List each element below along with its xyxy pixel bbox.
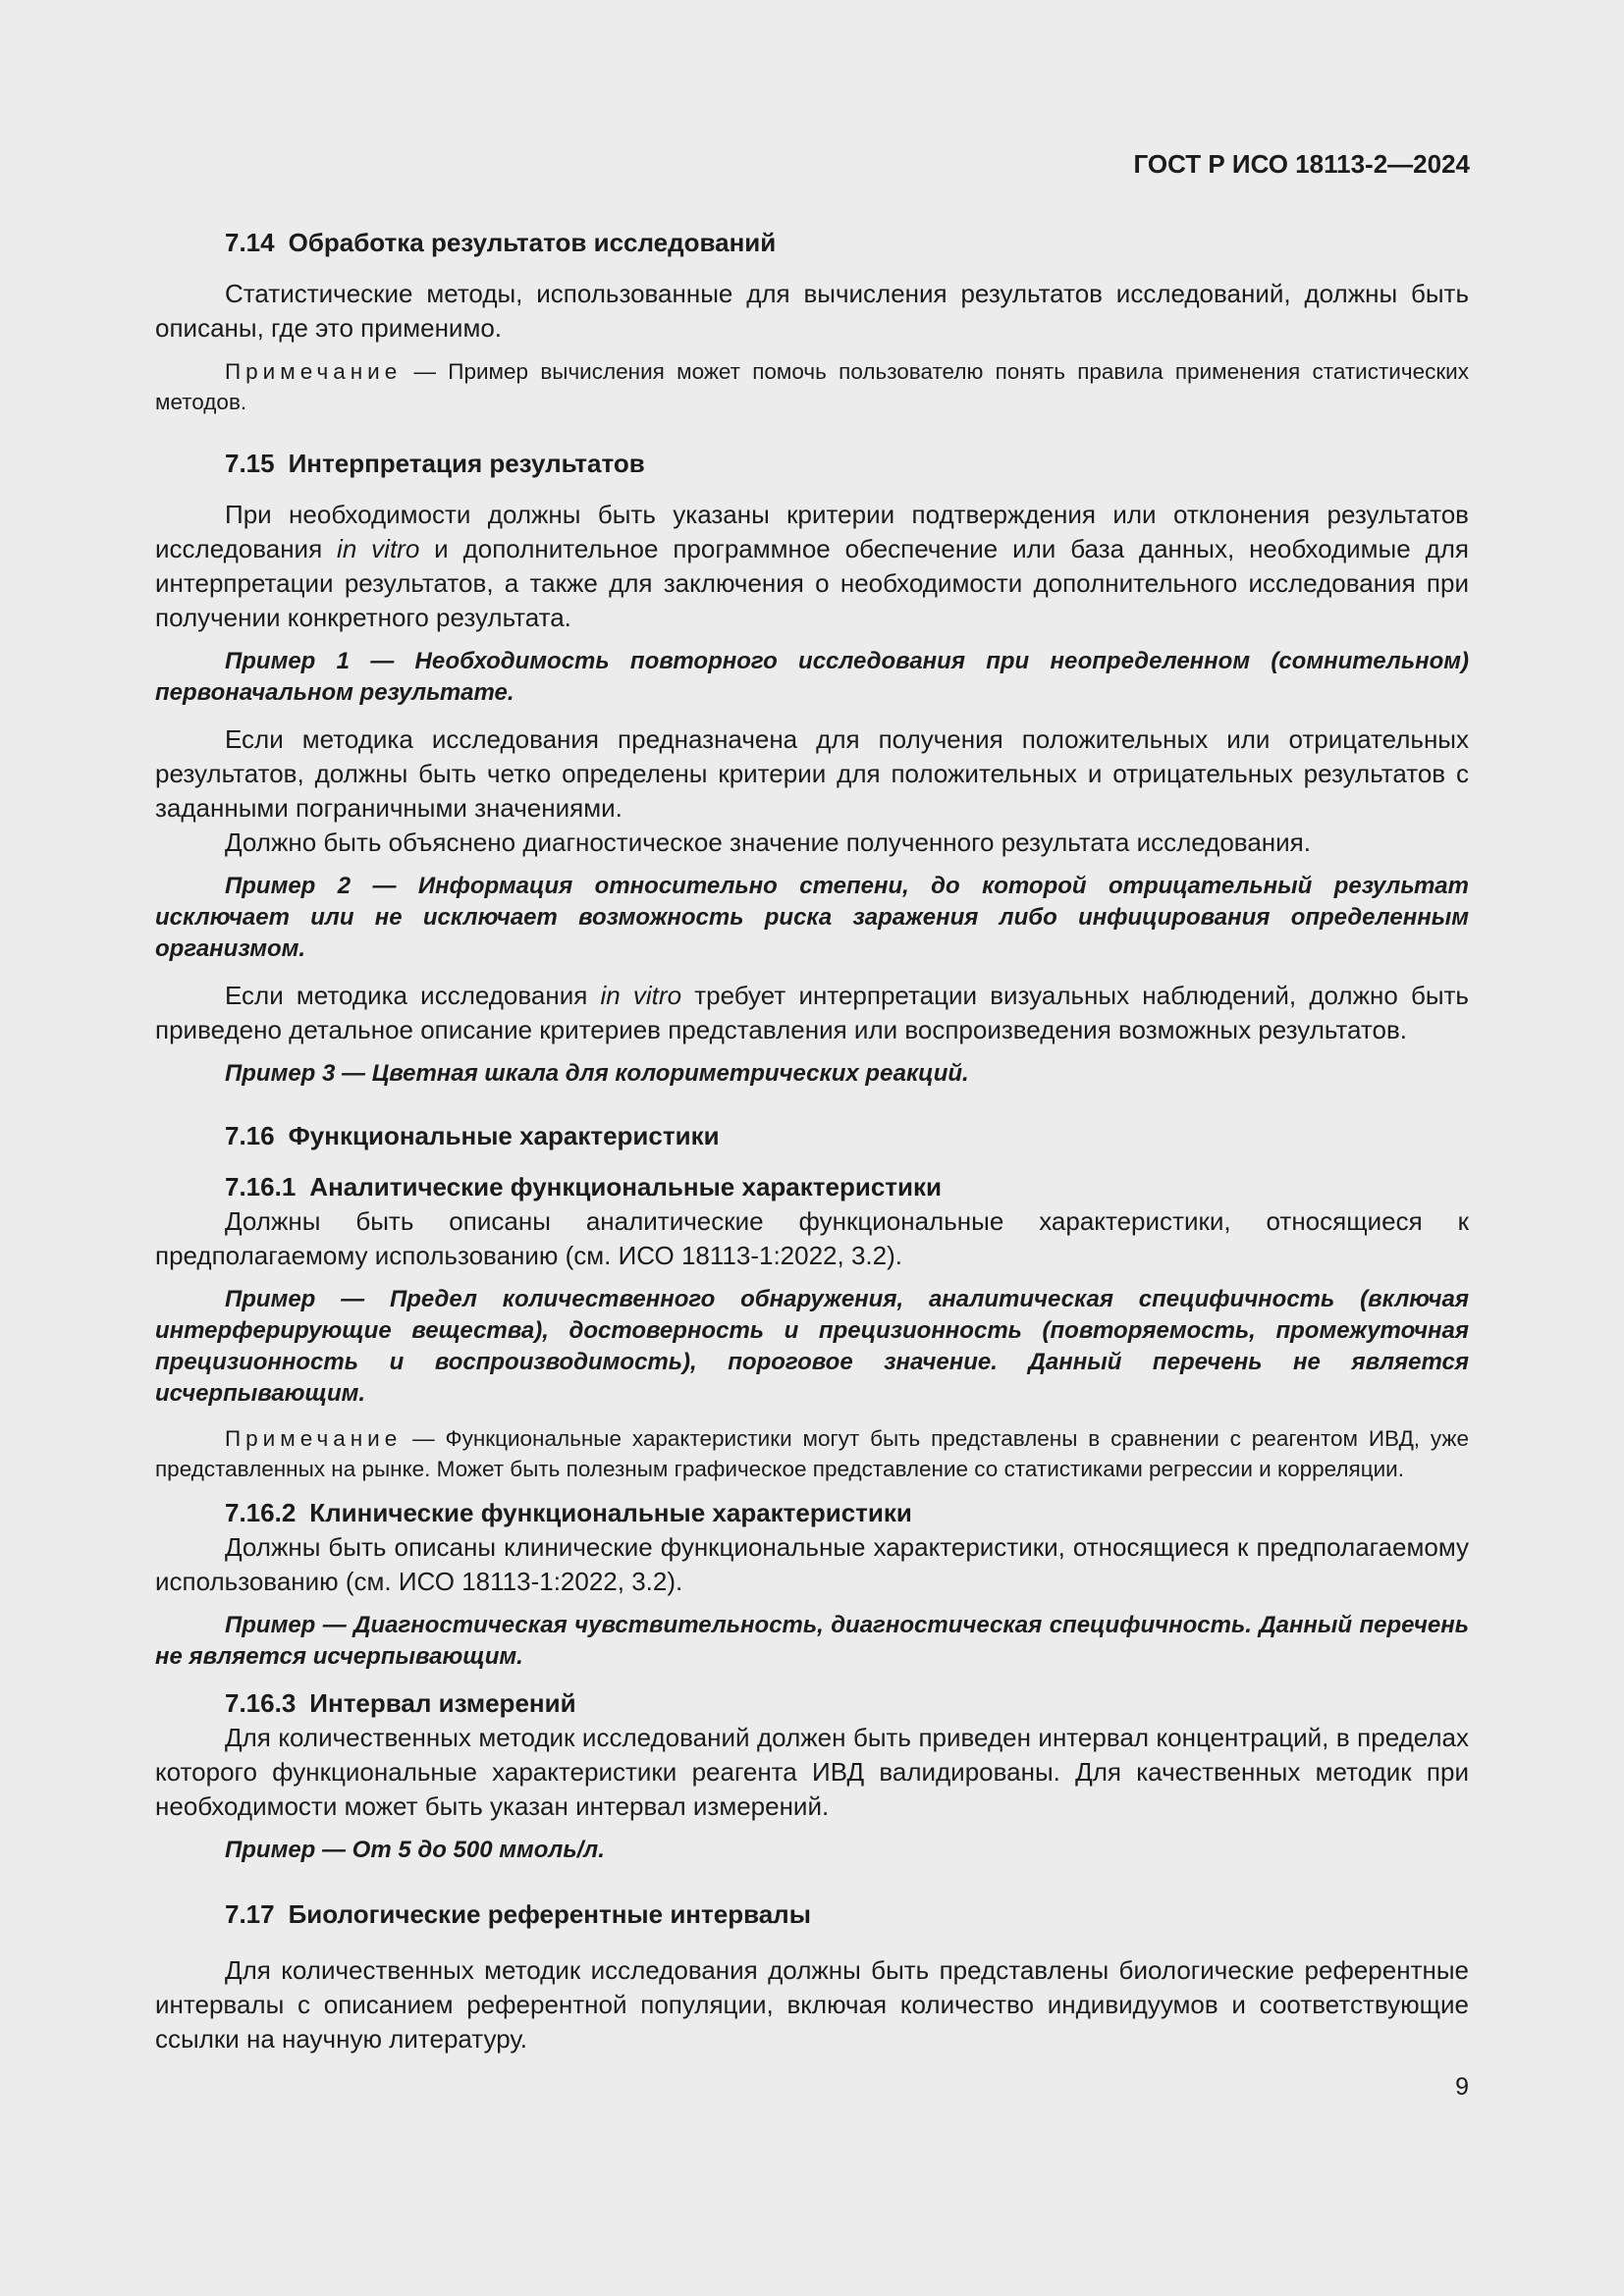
page-number: 9 <box>1455 2073 1469 2101</box>
document-code: ГОСТ Р ИСО 18113-2—2024 <box>1133 149 1470 179</box>
example: Пример 3 — Цветная шкала для колориметрических реакций. <box>225 1060 969 1087</box>
note <box>155 1423 1469 1484</box>
section-title: Биологические референтные интервалы <box>288 1899 811 1929</box>
paragraph: Статистические методы, использованные для вычисления результатов исследований, должны быть описаны, где это применимо. <box>155 279 1469 343</box>
subsection-heading-7-16-3 <box>155 1686 1469 1721</box>
section-title: Функциональные характеристики <box>288 1121 720 1150</box>
page-content <box>155 226 1469 2067</box>
example: Пример 2 — Информация относительно степени, до которой отрицательный результат исключает или не исключает возможность риска заражения либо инфицирования определенным организмом. <box>155 873 1469 962</box>
note-label: Примечание <box>225 359 403 384</box>
section-heading-7-17 <box>155 1897 1469 1932</box>
paragraph <box>155 979 1469 1047</box>
section-heading-7-16 <box>155 1119 1469 1153</box>
note <box>155 356 1469 417</box>
subsection-number: 7.16.1 <box>225 1172 297 1201</box>
italic-term: in vitro <box>337 534 420 563</box>
example: Пример 1 — Необходимость повторного исследования при неопределенном (сомнительном) первоначальном результате. <box>155 648 1469 706</box>
section-number: 7.17 <box>225 1899 275 1929</box>
subsection-heading-7-16-2 <box>155 1496 1469 1530</box>
section-number: 7.14 <box>225 228 275 257</box>
italic-term: in vitro <box>600 981 682 1010</box>
text-run: и дополнительное программное обеспечение или база данных, необходимые для интерпретации результатов, а также для заключения о необходимости дополнительного исследования при получении конкретного результата. <box>155 534 1469 632</box>
section-title: Обработка результатов исследований <box>288 228 777 257</box>
paragraph: Для количественных методик исследования должны быть представлены биологические референтные интервалы с описанием референтной популяции, включая количество индивидуумов и соответствующие ссылки на научную литературу. <box>155 1955 1469 2054</box>
text-run: требует интерпретации визуальных наблюдений, должно быть приведено детальное описание критериев представления или воспроизведения возможных результатов. <box>155 981 1469 1044</box>
example: Пример — От 5 до 500 ммоль/л. <box>225 1837 605 1863</box>
text-run: Если методика исследования <box>225 981 601 1010</box>
paragraph: Если методика исследования предназначена для получения положительных или отрицательных результатов, должны быть четко определены критерии для положительных и отрицательных результатов с заданными пограничными значениями. <box>155 724 1469 823</box>
paragraph: Должно быть объяснено диагностическое значение полученного результата исследования. <box>225 828 1311 857</box>
note-label: Примечание <box>225 1426 403 1451</box>
subsection-heading-7-16-1 <box>155 1170 1469 1204</box>
paragraph: Должны быть описаны аналитические функциональные характеристики, относящиеся к предполагаемому использованию (см. ИСО 18113-1:2022, 3.2). <box>155 1206 1469 1270</box>
subsection-number: 7.16.2 <box>225 1498 297 1527</box>
section-heading-7-14 <box>155 226 1469 260</box>
section-heading-7-15 <box>155 447 1469 481</box>
example: Пример — Диагностическая чувствительность, диагностическая специфичность. Данный перечень не является исчерпывающим. <box>155 1612 1469 1670</box>
section-title: Интерпретация результатов <box>288 449 645 478</box>
section-number: 7.16 <box>225 1121 275 1150</box>
note-text: — Пример вычисления может помочь пользователю понять правила применения статистических методов. <box>155 359 1469 414</box>
subsection-title: Интервал измерений <box>309 1688 576 1718</box>
subsection-title: Аналитические функциональные характеристики <box>309 1172 942 1201</box>
paragraph: Для количественных методик исследований должен быть приведен интервал концентраций, в пределах которого функциональные характеристики реагента ИВД валидированы. Для качественных методик при необходимости может быть указан интервал измерений. <box>155 1723 1469 1821</box>
example: Пример — Предел количественного обнаружения, аналитическая специфичность (включая интерферирующие вещества), достоверность и прецизионность (повторяемость, промежуточная прецизионность и воспроизводимость), пороговое значение. Данный перечень не является исчерпывающим. <box>155 1286 1469 1407</box>
paragraph <box>155 498 1469 635</box>
subsection-title: Клинические функциональные характеристики <box>309 1498 912 1527</box>
paragraph: Должны быть описаны клинические функциональные характеристики, относящиеся к предполагаемому использованию (см. ИСО 18113-1:2022, 3.2). <box>155 1532 1469 1596</box>
section-number: 7.15 <box>225 449 275 478</box>
note-text: — Функциональные характеристики могут быть представлены в сравнении с реагентом ИВД, уже представленных на рынке. Может быть полезным графическое представление со статистиками регрессии и корреляции. <box>155 1426 1469 1481</box>
subsection-number: 7.16.3 <box>225 1688 297 1718</box>
text-run: При необходимости должны быть указаны критерии подтверждения или отклонения результатов исследования <box>155 500 1469 563</box>
